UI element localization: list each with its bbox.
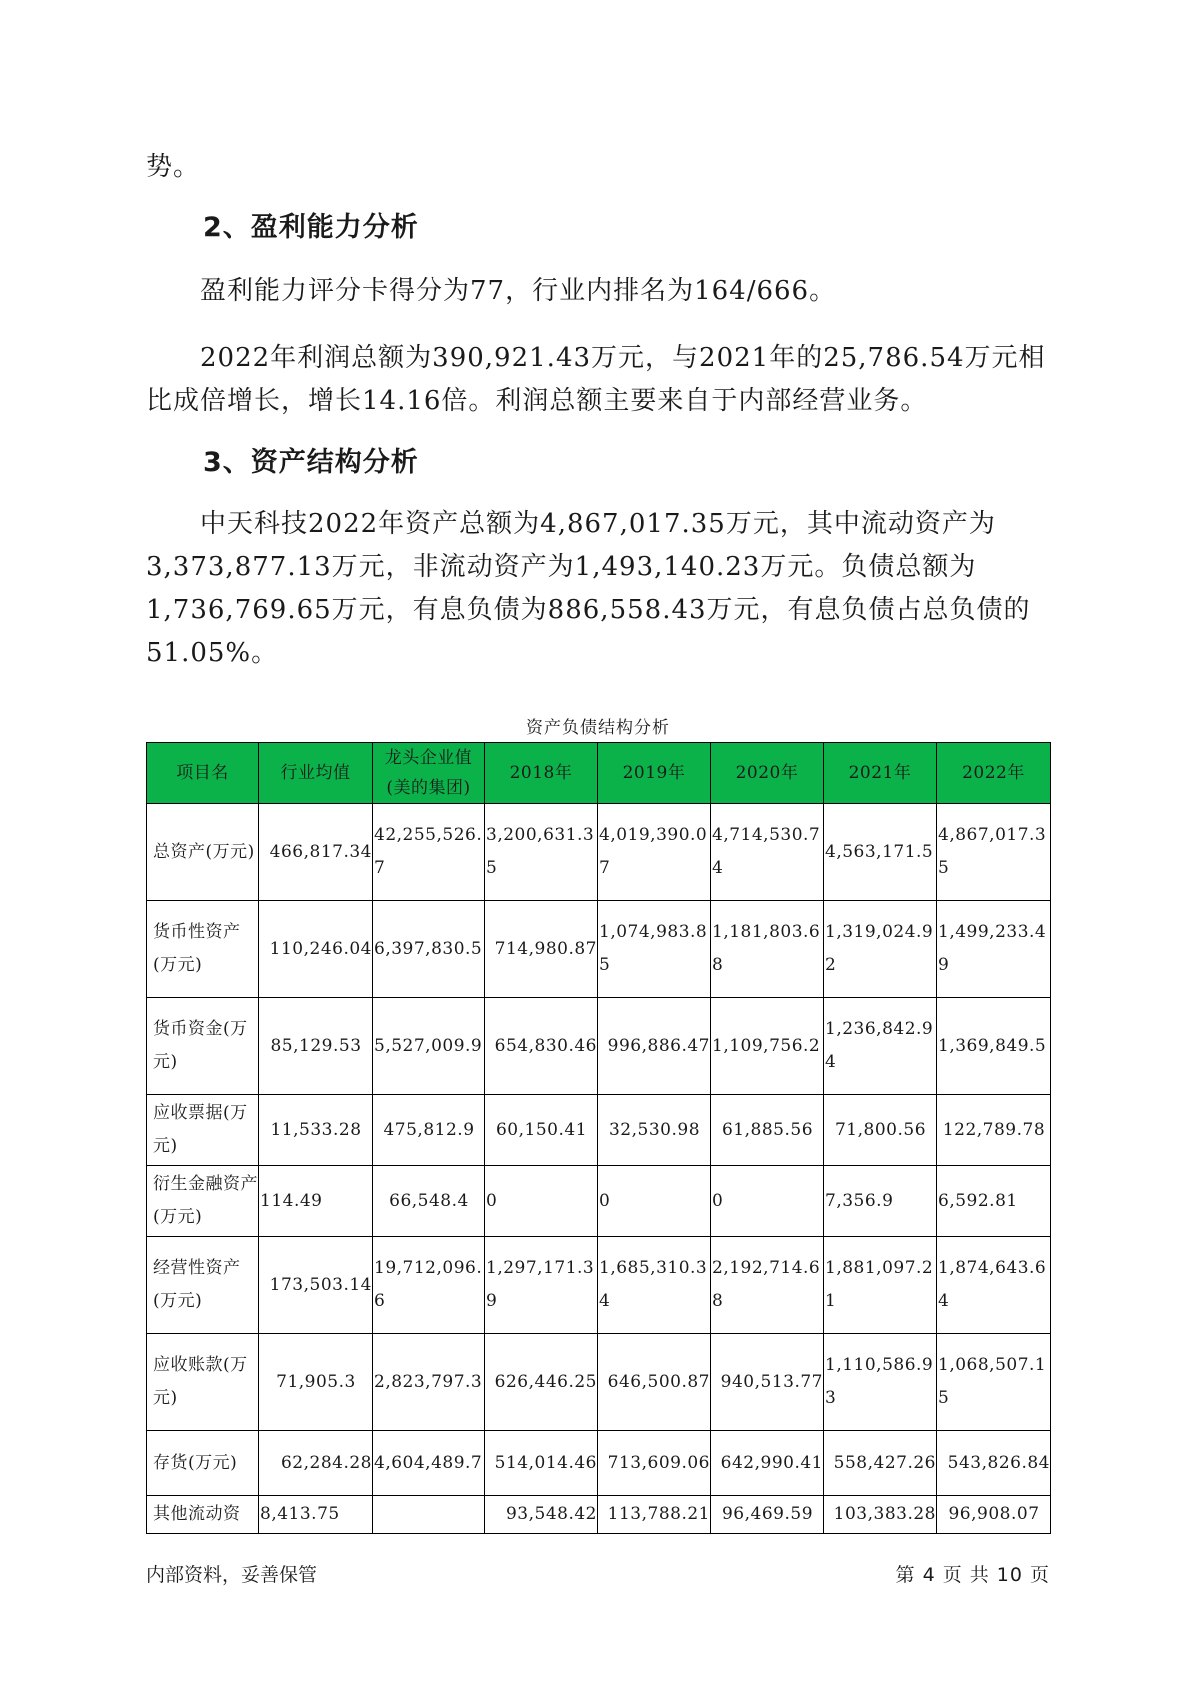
table-cell: 4,867,017.35 <box>937 804 1051 901</box>
table-cell: 113,788.21 <box>598 1496 711 1534</box>
table-cell: 93,548.42 <box>485 1496 598 1534</box>
row-label: 衍生金融资产(万元) <box>147 1166 259 1237</box>
table-cell: 71,800.56 <box>824 1095 937 1166</box>
table-cell: 6,397,830.5 <box>373 901 485 998</box>
table-row <box>147 1496 1051 1534</box>
table-cell: 114.49 <box>259 1166 373 1237</box>
table-cell: 1,685,310.34 <box>598 1237 711 1334</box>
row-label: 总资产(万元) <box>147 804 259 901</box>
table-row <box>147 804 1051 901</box>
header-cell: 2019年 <box>598 743 711 804</box>
table-cell: 71,905.3 <box>259 1334 373 1431</box>
table-cell: 1,236,842.94 <box>824 998 937 1095</box>
table-cell: 714,980.87 <box>485 901 598 998</box>
table-cell: 642,990.41 <box>711 1431 824 1496</box>
table-row <box>147 1095 1051 1166</box>
table-cell: 1,109,756.2 <box>711 998 824 1095</box>
table-row <box>147 1334 1051 1431</box>
header-cell: 2021年 <box>824 743 937 804</box>
table-cell: 1,499,233.49 <box>937 901 1051 998</box>
table-cell: 558,427.26 <box>824 1431 937 1496</box>
table-cell: 7,356.9 <box>824 1166 937 1237</box>
table-cell: 1,369,849.5 <box>937 998 1051 1095</box>
table-cell: 32,530.98 <box>598 1095 711 1166</box>
table-cell: 2,823,797.3 <box>373 1334 485 1431</box>
header-cell: 龙头企业值(美的集团) <box>373 743 485 804</box>
table-cell: 96,469.59 <box>711 1496 824 1534</box>
row-label: 应收票据(万元) <box>147 1095 259 1166</box>
table-cell: 475,812.9 <box>373 1095 485 1166</box>
table-cell: 96,908.07 <box>937 1496 1051 1534</box>
table-cell: 110,246.04 <box>259 901 373 998</box>
table-cell: 1,074,983.85 <box>598 901 711 998</box>
table-caption: 资产负债结构分析 <box>526 718 670 738</box>
table-cell <box>373 1496 485 1534</box>
table-cell: 173,503.14 <box>259 1237 373 1334</box>
table-header-row <box>147 743 1051 804</box>
table-cell: 1,874,643.64 <box>937 1237 1051 1334</box>
section-heading-asset-structure: 3、资产结构分析 <box>203 447 419 478</box>
row-label: 应收账款(万元) <box>147 1334 259 1431</box>
table-cell: 654,830.46 <box>485 998 598 1095</box>
row-label: 货币性资产(万元) <box>147 901 259 998</box>
table-cell: 3,200,631.35 <box>485 804 598 901</box>
table-cell: 8,413.75 <box>259 1496 373 1534</box>
table-row <box>147 1431 1051 1496</box>
table-cell: 122,789.78 <box>937 1095 1051 1166</box>
table-cell: 6,592.81 <box>937 1166 1051 1237</box>
table-cell: 61,885.56 <box>711 1095 824 1166</box>
table-cell: 543,826.84 <box>937 1431 1051 1496</box>
balance-structure-table <box>146 742 1051 1534</box>
table-cell: 646,500.87 <box>598 1334 711 1431</box>
header-cell: 行业均值 <box>259 743 373 804</box>
table-cell: 1,881,097.21 <box>824 1237 937 1334</box>
table-cell: 713,609.06 <box>598 1431 711 1496</box>
table-cell: 62,284.28 <box>259 1431 373 1496</box>
profit-score-paragraph: 盈利能力评分卡得分为77，行业内排名为164/666。 <box>200 276 837 306</box>
table-cell: 514,014.46 <box>485 1431 598 1496</box>
table-cell: 4,019,390.07 <box>598 804 711 901</box>
header-cell: 项目名 <box>147 743 259 804</box>
header-cell: 2018年 <box>485 743 598 804</box>
footer-page-number: 第 4 页 共 10 页 <box>895 1564 1050 1586</box>
table-row <box>147 1237 1051 1334</box>
header-cell: 2020年 <box>711 743 824 804</box>
table-cell: 996,886.47 <box>598 998 711 1095</box>
section-heading-profitability: 2、盈利能力分析 <box>203 212 419 243</box>
table-cell: 4,714,530.74 <box>711 804 824 901</box>
table-row <box>147 998 1051 1095</box>
table-cell: 940,513.77 <box>711 1334 824 1431</box>
table-cell: 1,068,507.15 <box>937 1334 1051 1431</box>
row-label: 经营性资产(万元) <box>147 1237 259 1334</box>
table-row <box>147 901 1051 998</box>
table-cell: 0 <box>598 1166 711 1237</box>
table-cell: 85,129.53 <box>259 998 373 1095</box>
trailing-paragraph-text: 势。 <box>146 152 201 182</box>
table-cell: 42,255,526.7 <box>373 804 485 901</box>
table-cell: 19,712,096.6 <box>373 1237 485 1334</box>
table-cell: 103,383.28 <box>824 1496 937 1534</box>
table-cell: 11,533.28 <box>259 1095 373 1166</box>
table-cell: 60,150.41 <box>485 1095 598 1166</box>
table-cell: 4,604,489.7 <box>373 1431 485 1496</box>
table-cell: 0 <box>485 1166 598 1237</box>
row-label: 其他流动资 <box>147 1496 259 1534</box>
table-row <box>147 1166 1051 1237</box>
table-cell: 1,319,024.92 <box>824 901 937 998</box>
table-cell: 1,110,586.93 <box>824 1334 937 1431</box>
row-label: 存货(万元) <box>147 1431 259 1496</box>
table-cell: 626,446.25 <box>485 1334 598 1431</box>
asset-summary-paragraph: 中天科技2022年资产总额为4,867,017.35万元，其中流动资产为3,373,877.13万元，非流动资产为1,493,140.23万元。负债总额为1,736,769.65万元，有息负债为886,558.43万元，有息负债占总负债的51.05%。 <box>146 509 1031 668</box>
table-cell: 1,181,803.68 <box>711 901 824 998</box>
table-cell: 0 <box>711 1166 824 1237</box>
table-cell: 2,192,714.68 <box>711 1237 824 1334</box>
header-cell: 2022年 <box>937 743 1051 804</box>
table-cell: 5,527,009.9 <box>373 998 485 1095</box>
table-cell: 466,817.34 <box>259 804 373 901</box>
profit-total-paragraph: 2022年利润总额为390,921.43万元，与2021年的25,786.54万元相比成倍增长，增长14.16倍。利润总额主要来自于内部经营业务。 <box>146 343 1046 416</box>
row-label: 货币资金(万元) <box>147 998 259 1095</box>
table-cell: 4,563,171.5 <box>824 804 937 901</box>
table-cell: 66,548.4 <box>373 1166 485 1237</box>
footer-confidential-note: 内部资料，妥善保管 <box>146 1564 318 1586</box>
table-cell: 1,297,171.39 <box>485 1237 598 1334</box>
